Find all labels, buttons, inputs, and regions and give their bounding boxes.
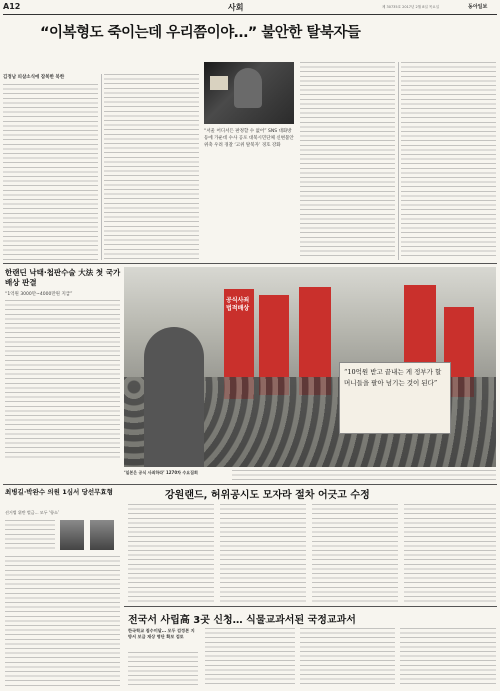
right-story-col-1 [128,504,214,602]
page-number: A12 [3,2,21,11]
top-story-col-1 [3,84,98,260]
side-portrait-2 [90,520,114,550]
section-rule [124,606,497,607]
col-divider [398,62,399,260]
protest-photo [124,267,496,467]
mid-headline: 한랜딘 낙태·첩판수술 大法 첫 국가배상 판결 [5,268,121,287]
top-headline: “이복형도 죽이는데 우리쯤이야…” 불안한 탈북자들 [40,25,361,41]
protest-photo-caption: ‘일본은 공식 사죄하라’ 1270차 수요집회 [124,470,198,475]
section-rule [3,263,497,264]
page-header [0,0,500,14]
bottom-story-col-2 [300,628,395,686]
bottom-headline: 전국서 사립高 3곳 신청… 식물교과서된 국정교과서 [128,615,356,626]
col-divider [101,74,102,260]
top-story-col-2 [104,74,199,260]
issue-info: 제 30735호 2017년 2월 8일 목요일 [382,5,440,9]
top-photo [204,62,294,124]
top-story-col-4 [401,62,496,260]
header-rule [3,14,497,15]
photo-banner-text: 공식사죄 법적배상 [226,297,250,312]
side-headline: 최병길·박완수 의원 1심서 당선무효형 [5,488,113,496]
side-story-text-1 [5,520,55,550]
section-name: 사회 [228,3,244,12]
side-story-text-2 [5,556,120,686]
mid-story-text [5,300,120,458]
side-portrait-1 [60,520,84,550]
protest-sign-text: “10억원 받고 끝내는 게 정부가 할머니들을 팔아 넘기는 것이 된다” [344,368,442,387]
bottom-subhead: 한국학교 점수미달… 모두 검정본 지방서 보급 재상 명단 확보 검토 [128,628,195,639]
right-story-col-2 [220,504,306,602]
right-story-col-4 [404,504,496,602]
top-story-col-3 [300,62,395,260]
top-photo-sign [210,76,228,90]
photo-caption-text [232,470,496,480]
bottom-story-col-0 [128,652,198,686]
right-story-col-3 [312,504,398,602]
bottom-story-col-3 [400,628,496,686]
top-byline: 김정남 피살소식에 잠복한 북한 [3,75,65,80]
mid-subhead: “1억원 3000만~4000만원 지급” [5,292,73,297]
photo-person-left [144,327,204,467]
bottom-story-col-1 [205,628,295,686]
section-rule [3,484,497,485]
side-subhead: 선거법 위반 벌금… 모두 ‘항소’ [5,510,60,515]
right-headline: 강원랜드, 허위공시도 모자라 절차 어긋고 수정 [165,490,370,501]
paper-name: 동아일보 [468,4,488,10]
top-photo-caption: “서울 어디서든 판정할 수 없어” SNS 대화방 등에 가운데 수사 공포 대북시민단체 신변불안 위축 우려 경찰 ‘고위 탈북자’ 경호 강화 [204,129,294,148]
top-photo-figure [234,68,262,108]
